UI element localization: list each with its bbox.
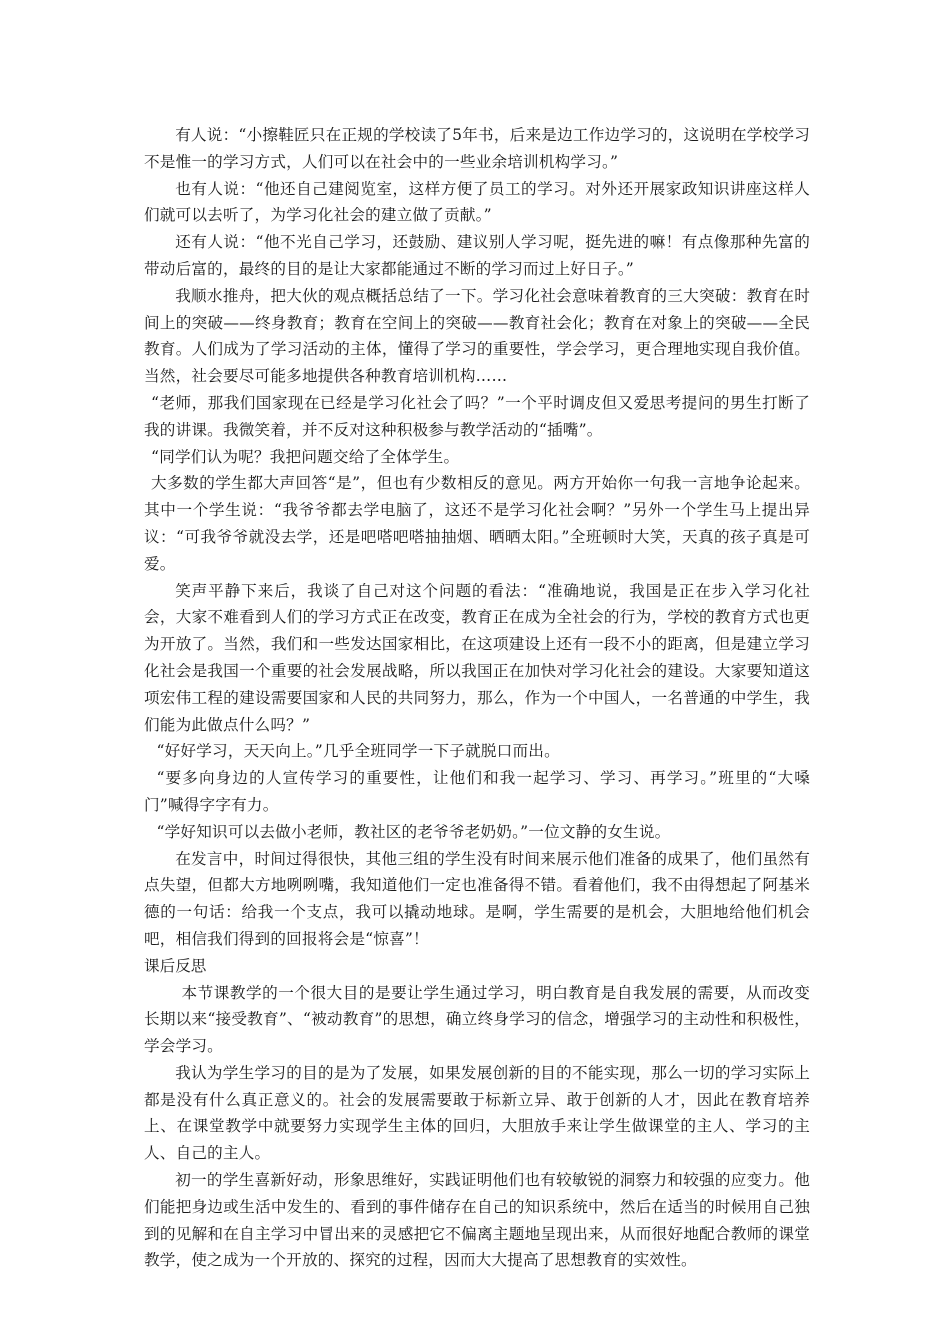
reflection-paragraph-3: 初一的学生喜新好动，形象思维好，实践证明他们也有较敏锐的洞察力和较强的应变力。他们能把身边或生活中发生的、看到的事件储存在自己的知识系统中，然后在适当的时候用自己独到的见解和在自主学习中冒出来的灵感把它不偏离主题地呈现出来，从而很好地配合教师的课堂教学，使之成为一个开放的、探究的过程，因而大大提高了思想教育的实效性。 — [144, 1171, 810, 1270]
reflection-paragraph-2: 我认为学生学习的目的是为了发展，如果发展创新的目的不能实现，那么一切的学习实际上都是没有什么真正意义的。社会的发展需要敢于标新立异、敢于创新的人才，因此在教育培养上、在课堂教学中就要努力实现学生主体的回归，大胆放手来让学生做课堂的主人、学习的主人、自己的主人。 — [144, 1063, 810, 1163]
paragraph-11: “学好知识可以去做小老师，教社区的老爷爷老奶奶。”一位文静的女生说。 — [156, 822, 671, 841]
paragraph-8: 笑声平静下来后，我谈了自己对这个问题的看法：“准确地说，我国是正在步入学习化社会，大家不难看到人们的学习方式正在改变，教育正在成为全社会的行为，学校的教育方式也更为开放了。当然，我们和一些发达国家相比，在这项建设上还有一段不小的距离，但是建立学习化社会是我国一个重要的社会发展战略，所以我国正在加快对学习化社会的建设。大家要知道这项宏伟工程的建设需要国家和人民的共同努力，那么，作为一个中国人，一名普通的中学生，我们能为此做点什么吗？” — [144, 581, 810, 734]
paragraph-9: “好好学习，天天向上。”几乎全班同学一下子就脱口而出。 — [156, 742, 560, 761]
paragraph-12: 在发言中，时间过得很快，其他三组的学生没有时间来展示他们准备的成果了，他们虽然有点失望，但都大方地咧咧嘴，我知道他们一定也准备得不错。看着他们，我不由得想起了阿基米德的一句话：给我一个支点，我可以撬动地球。是啊，学生需要的是机会，大胆地给他们机会吧，相信我们得到的回报将会是“惊喜”！ — [144, 849, 810, 948]
paragraph-5: “老师，那我们国家现在已经是学习化社会了吗？”一个平时调皮但又爱思考提问的男生打断了我的讲课。我微笑着，并不反对这种积极参与教学活动的“插嘴”。 — [144, 393, 810, 439]
paragraph-6: “同学们认为呢？我把问题交给了全体学生。 — [151, 447, 460, 466]
paragraph-7: 大多数的学生都大声回答“是”，但也有少数相反的意见。两方开始你一句我一言地争论起来。其中一个学生说：“我爷爷都去学电脑了，这还不是学习化社会啊？”另外一个学生马上提出异议：“可我爷爷就没去学，还是吧嗒吧嗒抽抽烟、晒晒太阳。”全班顿时大笑，天真的孩子真是可爱。 — [144, 474, 810, 573]
paragraph-4: 我顺水推舟，把大伙的观点概括总结了一下。学习化社会意味着教育的三大突破：教育在时间上的突破——终身教育；教育在空间上的突破——教育社会化；教育在对象上的突破——全民教育。人们成为了学习活动的主体，懂得了学习的重要性，学会学习，更合理地实现自我价值。当然，社会要尽可能多地提供各种教育培训机构…… — [144, 286, 810, 386]
paragraph-10: “要多向身边的人宣传学习的重要性，让他们和我一起学习、学习、再学习。”班里的“大嗓门”喊得字字有力。 — [144, 769, 810, 814]
section-heading: 课后反思 — [144, 956, 207, 975]
paragraph-2: 也有人说：“他还自己建阅览室，这样方便了员工的学习。对外还开展家政知识讲座这样人们就可以去听了，为学习化社会的建立做了贡献。” — [144, 179, 810, 225]
reflection-paragraph-1: 本节课教学的一个很大目的是要让学生通过学习，明白教育是自我发展的需要，从而改变长期以来“接受教育”、“被动教育”的思想，确立终身学习的信念，增强学习的主动性和积极性，学会学习。 — [144, 983, 810, 1056]
document-body — [144, 122, 810, 1274]
paragraph-1: 有人说：“小擦鞋匠只在正规的学校读了5年书，后来是边工作边学习的，这说明在学校学习不是惟一的学习方式，人们可以在社会中的一些业余培训机构学习。” — [144, 126, 810, 171]
paragraph-3: 还有人说：“他不光自己学习，还鼓励、建议别人学习呢，挺先进的嘛！有点像那种先富的带动后富的，最终的目的是让大家都能通过不断的学习而过上好日子。” — [144, 233, 810, 278]
